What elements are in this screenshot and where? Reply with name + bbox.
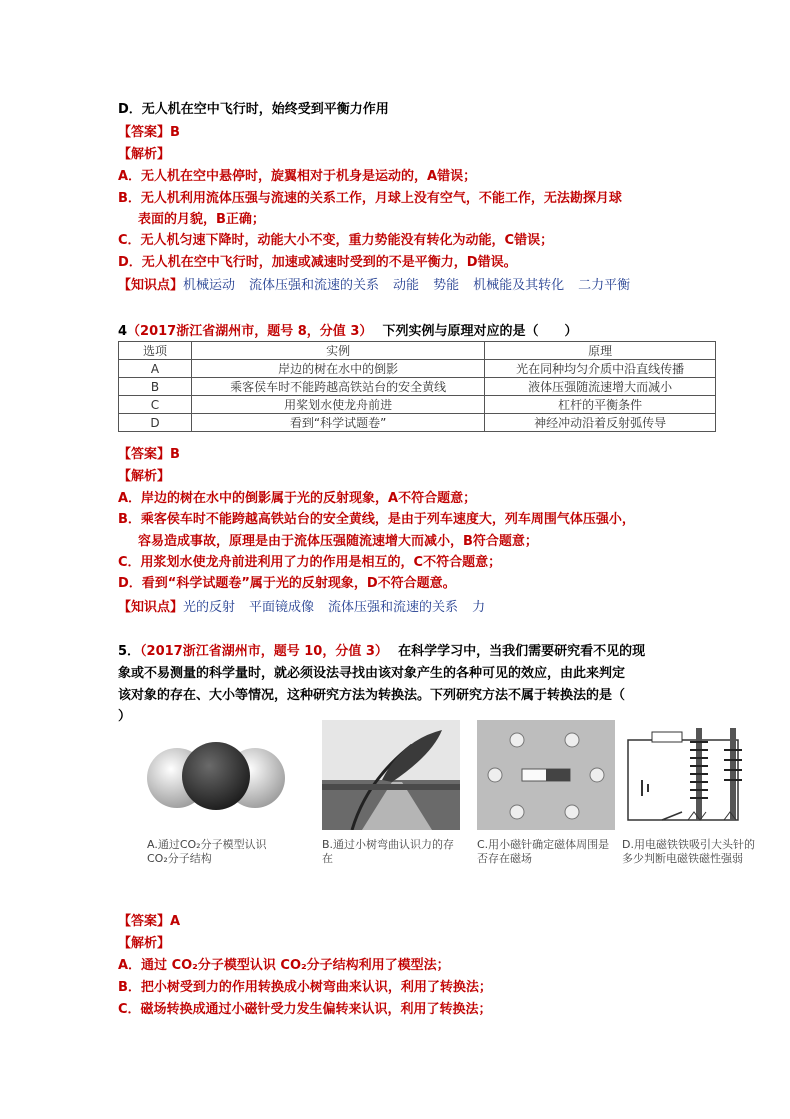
compass-magnet-image xyxy=(477,720,615,830)
q3-answer: 【答案】B xyxy=(118,125,180,140)
figure-b xyxy=(322,720,460,866)
q5-analysis-tag: 【解析】 xyxy=(118,936,171,951)
figure-c-caption: C.用小磁针确定磁体周围是否存在磁场 xyxy=(477,838,610,865)
figure-a xyxy=(147,720,285,866)
figure-c xyxy=(477,720,615,866)
q5-stem-line-2: 象或不易测量的科学量时，就必须设法寻找由该对象产生的各种可见的效应，由此来判定 xyxy=(118,666,626,681)
q5-analysis-a: A．通过 CO₂分子模型认识 CO₂分子结构利用了模型法； xyxy=(118,958,450,973)
q5-stem-line-3: 该对象的存在、大小等情况，这种研究方法为转换法。下列研究方法不属于转换法的是（ xyxy=(118,688,626,703)
q4-table xyxy=(118,341,716,432)
co2-model-image xyxy=(147,720,285,830)
q3-knowledge-points: 【知识点】机械运动 流体压强和流速的关系 动能 势能 机械能及其转化 二力平衡 xyxy=(118,278,631,293)
q4-analysis-d: D．看到“科学试题卷”属于光的反射现象，D不符合题意。 xyxy=(118,576,456,591)
table-row: A 岸边的树在水中的倒影 光在同种均匀介质中沿直线传播 xyxy=(119,360,716,378)
q4-analysis-b-cont: 容易造成事故，原理是由于流体压强随流速增大而减小，B符合题意； xyxy=(138,534,538,549)
table-row: B 乘客侯车时不能跨越高铁站台的安全黄线 液体压强随流速增大而减小 xyxy=(119,378,716,396)
q3-option-d: D．无人机在空中飞行时，始终受到平衡力作用 xyxy=(118,102,389,117)
tree-photo xyxy=(322,720,460,830)
figure-b-caption: B.通过小树弯曲认识力的存在 xyxy=(322,838,455,865)
table-header-row: 选项 实例 原理 xyxy=(119,342,716,360)
figure-d xyxy=(622,720,760,866)
figure-d-caption: D.用电磁铁铁吸引大头针的多少判断电磁铁磁性强弱 xyxy=(622,838,755,865)
q4-answer: 【答案】B xyxy=(118,447,180,462)
q4-knowledge-points: 【知识点】光的反射 平面镜成像 流体压强和流速的关系 力 xyxy=(118,600,486,615)
q4-analysis-a: A．岸边的树在水中的倒影属于光的反射现象，A不符合题意； xyxy=(118,491,477,506)
q3-analysis-b: B．无人机利用流体压强与流速的关系工作，月球上没有空气，不能工作，无法勘探月球 xyxy=(118,191,622,206)
q3-analysis-a: A．无人机在空中悬停时，旋翼相对于机身是运动的，A错误； xyxy=(118,169,477,184)
q5-analysis-c: C．磁场转换成通过小磁针受力发生偏转来认识，利用了转换法； xyxy=(118,1002,492,1017)
q4-analysis-c: C．用浆划水使龙舟前进利用了力的作用是相互的，C不符合题意； xyxy=(118,555,502,570)
q3-analysis-d: D．无人机在空中飞行时，加速或减速时受到的不是平衡力，D错误。 xyxy=(118,255,517,270)
electromagnet-circuit-image xyxy=(622,720,760,830)
q3-analysis-c: C．无人机匀速下降时，动能大小不变，重力势能没有转化为动能，C错误； xyxy=(118,233,554,248)
q5-header: 5．（2017浙江省湖州市，题号 10，分值 3） 在科学学习中，当我们需要研究看不见的现 xyxy=(118,644,646,659)
q5-figures xyxy=(147,720,755,896)
q3-analysis-b-cont: 表面的月貌，B正确； xyxy=(138,212,265,227)
table-row: D 看到“科学试题卷” 神经冲动沿着反射弧传导 xyxy=(119,414,716,432)
figure-a-caption: A.通过CO₂分子模型认识CO₂分子结构 xyxy=(147,838,267,865)
q4-analysis-b: B．乘客侯车时不能跨越高铁站台的安全黄线，是由于列车速度大，列车周围气体压强小， xyxy=(118,512,635,527)
q4-header: 4（2017浙江省湖州市，题号 8，分值 3） 下列实例与原理对应的是（ ） xyxy=(118,324,578,339)
q5-analysis-b: B．把小树受到力的作用转换成小树弯曲来认识，利用了转换法； xyxy=(118,980,492,995)
q4-analysis-tag: 【解析】 xyxy=(118,469,171,484)
q5-answer: 【答案】A xyxy=(118,914,181,929)
q5-stem-line-4: ） xyxy=(118,709,132,724)
q3-analysis-tag: 【解析】 xyxy=(118,147,171,162)
table-row: C 用桨划水使龙舟前进 杠杆的平衡条件 xyxy=(119,396,716,414)
